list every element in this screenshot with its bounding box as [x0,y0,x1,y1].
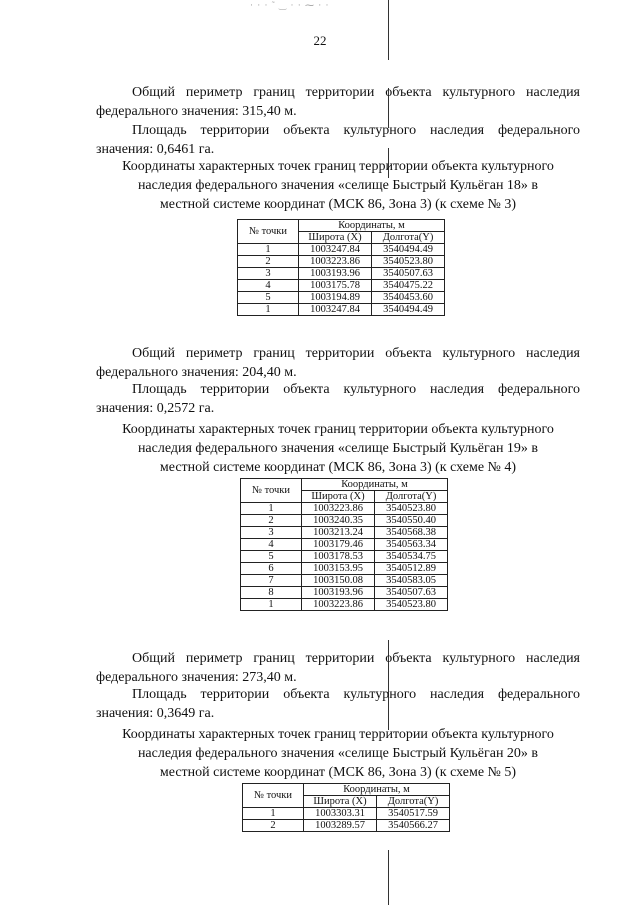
longitude-cell: 3540475.22 [372,280,445,292]
perimeter-text: Общий периметр границ территории объекта культурного наследия федерального значения: 315,40 м. [96,85,580,119]
longitude-cell: 3540494.49 [372,244,445,256]
longitude-cell: 3540523.80 [375,503,448,515]
coords-heading [90,420,586,477]
heading-line: местной системе координат (МСК 86, Зона 3) (к схеме № 3) [159,197,517,212]
point-number-cell: 6 [241,563,302,575]
point-number-cell: 1 [241,503,302,515]
point-number-cell: 3 [241,527,302,539]
heading-line: Координаты характерных точек границ территории объекта культурного [122,727,554,742]
longitude-header: Долгота(Y) [372,232,445,244]
longitude-cell: 3540534.75 [375,551,448,563]
latitude-cell: 1003178.53 [302,551,375,563]
longitude-header: Долгота(Y) [375,491,448,503]
latitude-cell: 1003223.86 [302,599,375,611]
latitude-cell: 1003240.35 [302,515,375,527]
point-number-cell: 8 [241,587,302,599]
coordinates-table [237,219,445,316]
point-number-header: № точки [243,784,304,808]
longitude-cell: 3540507.63 [375,587,448,599]
longitude-cell: 3540494.49 [372,304,445,316]
table-row [241,515,448,527]
fold-line [388,0,389,60]
coordinates-header: Координаты, м [299,220,445,232]
point-number-cell: 5 [241,551,302,563]
point-number-cell: 2 [238,256,299,268]
longitude-cell: 3540568.38 [375,527,448,539]
latitude-cell: 1003223.86 [299,256,372,268]
latitude-cell: 1003289.57 [304,820,377,832]
coords-heading [90,157,586,214]
perimeter-text: Общий периметр границ территории объекта культурного наследия федерального значения: 204,40 м. [96,346,580,380]
latitude-header: Широта (X) [299,232,372,244]
page-number: 22 [313,33,327,48]
coordinates-header: Координаты, м [304,784,450,796]
scan-artifact: · · · ˜ ‿ · · ⁓ · · [250,0,330,10]
longitude-cell: 3540507.63 [372,268,445,280]
coords-heading [90,725,586,782]
table-row [238,268,445,280]
point-number-cell: 4 [241,539,302,551]
point-number-cell: 1 [238,244,299,256]
area-text: Площадь территории объекта культурного наследия федерального значения: 0,2572 га. [96,382,580,416]
latitude-cell: 1003303.31 [304,808,377,820]
longitude-cell: 3540517.59 [377,808,450,820]
latitude-cell: 1003179.46 [302,539,375,551]
latitude-cell: 1003153.95 [302,563,375,575]
longitude-header: Долгота(Y) [377,796,450,808]
longitude-cell: 3540523.80 [372,256,445,268]
table-row [241,599,448,611]
longitude-cell: 3540523.80 [375,599,448,611]
perimeter-paragraph [96,649,580,687]
table-header-row [243,784,450,796]
longitude-cell: 3540566.27 [377,820,450,832]
table-row [241,587,448,599]
latitude-cell: 1003150.08 [302,575,375,587]
point-number-cell: 1 [243,808,304,820]
longitude-cell: 3540563.34 [375,539,448,551]
table-header-row [241,479,448,491]
area-paragraph [96,685,580,723]
area-paragraph [96,121,580,159]
fold-line [388,850,389,905]
coordinates-table [240,478,448,611]
table-row [238,244,445,256]
heading-line: местной системе координат (МСК 86, Зона 3) (к схеме № 4) [159,460,517,475]
heading-line: Координаты характерных точек границ территории объекта культурного [122,159,554,174]
table-row [241,527,448,539]
longitude-cell: 3540583.05 [375,575,448,587]
heading-line: Координаты характерных точек границ территории объекта культурного [122,422,554,437]
latitude-cell: 1003223.86 [302,503,375,515]
perimeter-text: Общий периметр границ территории объекта культурного наследия федерального значения: 273,40 м. [96,651,580,685]
table-row [241,563,448,575]
latitude-cell: 1003247.84 [299,244,372,256]
table-row [238,292,445,304]
table-row [238,256,445,268]
latitude-header: Широта (X) [302,491,375,503]
longitude-cell: 3540512.89 [375,563,448,575]
point-number-cell: 7 [241,575,302,587]
point-number-cell: 2 [241,515,302,527]
heading-line: местной системе координат (МСК 86, Зона 3) (к схеме № 5) [159,765,517,780]
latitude-header: Широта (X) [304,796,377,808]
table-row [241,539,448,551]
latitude-cell: 1003247.84 [299,304,372,316]
perimeter-paragraph [96,83,580,121]
coordinates-header: Координаты, м [302,479,448,491]
area-paragraph [96,380,580,418]
point-number-cell: 1 [238,304,299,316]
table-row [241,503,448,515]
coordinates-table [242,783,450,832]
latitude-cell: 1003194.89 [299,292,372,304]
table-header-row [238,220,445,232]
latitude-cell: 1003193.96 [302,587,375,599]
area-text: Площадь территории объекта культурного наследия федерального значения: 0,3649 га. [96,687,580,721]
table-row [243,808,450,820]
table-row [238,304,445,316]
table-row [241,551,448,563]
heading-line: наследия федерального значения «селище Быстрый Кульёган 20» в [137,746,539,761]
point-number-cell: 3 [238,268,299,280]
perimeter-paragraph [96,344,580,382]
latitude-cell: 1003193.96 [299,268,372,280]
point-number-cell: 4 [238,280,299,292]
heading-line: наследия федерального значения «селище Быстрый Кульёган 19» в [137,441,539,456]
table-row [241,575,448,587]
area-text: Площадь территории объекта культурного наследия федерального значения: 0,6461 га. [96,123,580,157]
latitude-cell: 1003175.78 [299,280,372,292]
point-number-cell: 1 [241,599,302,611]
longitude-cell: 3540550.40 [375,515,448,527]
table-row [238,280,445,292]
point-number-header: № точки [238,220,299,244]
longitude-cell: 3540453.60 [372,292,445,304]
point-number-header: № точки [241,479,302,503]
heading-line: наследия федерального значения «селище Быстрый Кульёган 18» в [137,178,539,193]
point-number-cell: 5 [238,292,299,304]
latitude-cell: 1003213.24 [302,527,375,539]
point-number-cell: 2 [243,820,304,832]
table-row [243,820,450,832]
